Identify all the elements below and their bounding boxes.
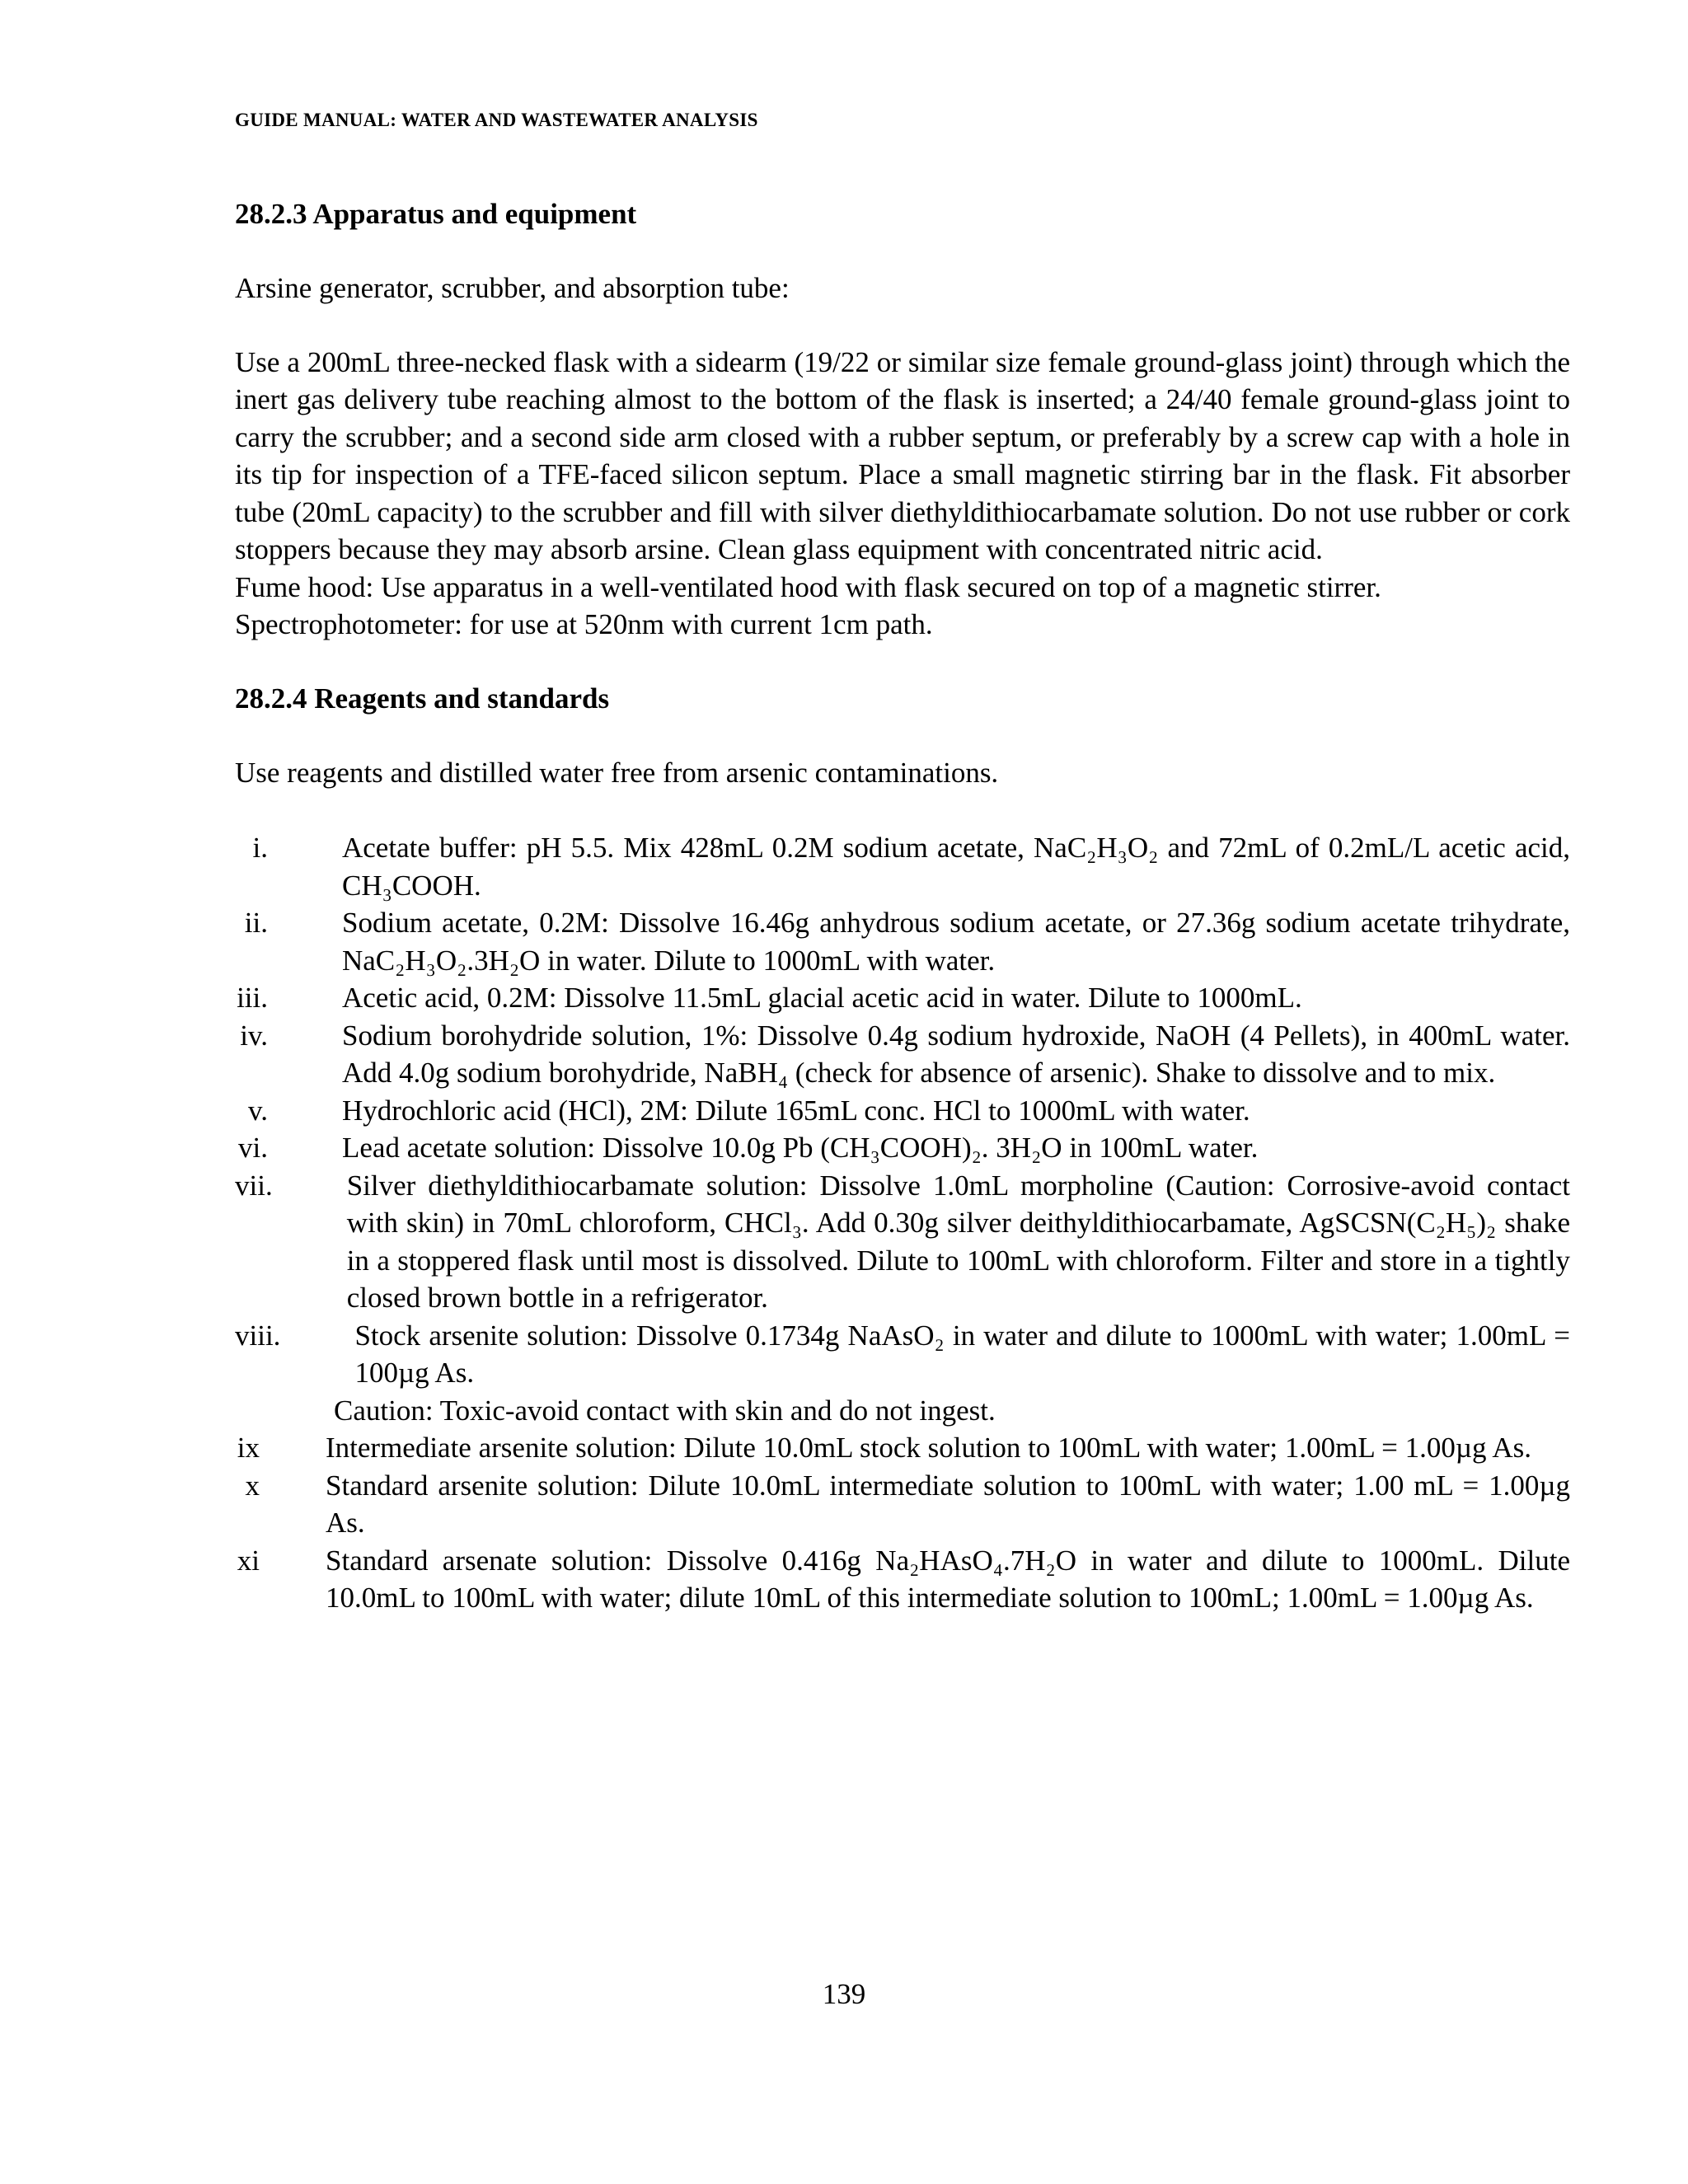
reagent-item (235, 1542, 1570, 1617)
reagent-text: Standard arsenate solution: Dissolve 0.416g Na₂HAsO₄.7H₂O in water and dilute to 1000mL. Dilute 10.0mL to 100mL with water; dilute 10mL of this intermediate solution to 100mL; 1.00mL = 1.00µg As. (326, 1544, 1570, 1614)
apparatus-body: Use a 200mL three-necked flask with a sidearm (19/22 or similar size female ground-glass joint) through which the inert gas delivery tube reaching almost to the bottom of the flask is inserted; a 24/40 female ground-glass joint to carry the scrubber; and a second side arm closed with a rubber septum, or preferably by a screw cap with a hole in its tip for inspection of a TFE-faced silicon septum. Place a small magnetic stirring bar in the flask. Fit absorber tube (20mL capacity) to the scrubber and fill with silver diethyldithiocarbamate solution. Do not use rubber or cork stoppers because they may absorb arsine. Clean glass equipment with concentrated nitric acid. (235, 345, 1570, 565)
reagent-item (235, 904, 1570, 979)
reagent-number: x (245, 1469, 260, 1502)
reagent-text: Sodium acetate, 0.2M: Dissolve 16.46g anhydrous sodium acetate, or 27.36g sodium acetate trihydrate, NaC₂H₃O₂.3H₂O in water. Dilute to 1000mL with water. (342, 907, 1570, 977)
section-heading-apparatus: 28.2.3 Apparatus and equipment (235, 198, 637, 230)
reagent-item (235, 1429, 1570, 1467)
reagent-text: Standard arsenite solution: Dilute 10.0mL intermediate solution to 100mL with water; 1.00 mL = 1.00µg As. (326, 1469, 1570, 1539)
caution-note: Caution: Toxic-avoid contact with skin and do not ingest. (334, 1394, 996, 1427)
reagent-number: iii. (237, 982, 268, 1014)
apparatus-intro: Arsine generator, scrubber, and absorption tube: (235, 272, 790, 304)
page-number: 139 (822, 1978, 866, 2010)
reagent-text: Acetic acid, 0.2M: Dissolve 11.5mL glacial acetic acid in water. Dilute to 1000mL. (342, 982, 1302, 1014)
reagents-intro: Use reagents and distilled water free from arsenic contaminations. (235, 756, 999, 789)
reagent-item (235, 1017, 1570, 1092)
reagent-item (235, 829, 1570, 904)
reagent-number: ii. (244, 907, 268, 939)
running-header: GUIDE MANUAL: WATER AND WASTEWATER ANALYSIS (235, 110, 758, 130)
reagent-item (235, 1467, 1570, 1542)
apparatus-spectrophotometer: Spectrophotometer: for use at 520nm with current 1cm path. (235, 608, 933, 640)
section-heading-reagents: 28.2.4 Reagents and standards (235, 682, 610, 715)
reagent-number: v. (248, 1094, 268, 1127)
reagent-text: Intermediate arsenite solution: Dilute 10.0mL stock solution to 100mL with water; 1.00mL = 1.00µg As. (326, 1432, 1532, 1464)
reagent-text: Silver diethyldithiocarbamate solution: Dissolve 1.0mL morpholine (Caution: Corrosive-avoid contact with skin) in 70mL chloroform, CHCl₃. Add 0.30g silver deithyldithiocarbamate, AgSCSN(C₂H₅)₂ shake in a stoppered flask until most is dissolved. Dilute to 100mL with chloroform. Filter and store in a tightly closed brown bottle in a refrigerator. (346, 1169, 1570, 1314)
reagent-text: Lead acetate solution: Dissolve 10.0g Pb (CH₃COOH)₂. 3H₂O in 100mL water. (342, 1132, 1259, 1164)
reagent-number: i. (252, 832, 268, 864)
reagent-number: iv. (240, 1019, 268, 1052)
reagent-number: vi. (238, 1132, 268, 1164)
reagent-text: Hydrochloric acid (HCl), 2M: Dilute 165mL conc. HCl to 1000mL with water. (342, 1094, 1250, 1127)
reagent-number: vii. (235, 1169, 273, 1202)
reagent-list (235, 829, 1570, 1617)
reagent-number: ix (237, 1432, 260, 1464)
reagent-number: viii. (235, 1319, 281, 1352)
reagent-item (235, 1167, 1570, 1317)
page-content (235, 195, 1570, 1617)
reagent-text: Sodium borohydride solution, 1%: Dissolve 0.4g sodium hydroxide, NaOH (4 Pellets), in 400mL water. Add 4.0g sodium borohydride, NaBH₄ (check for absence of arsenic). Shake to dissolve and to mix. (342, 1019, 1570, 1089)
apparatus-fume-hood: Fume hood: Use apparatus in a well-ventilated hood with flask secured on top of a magnetic stirrer. (235, 570, 1381, 603)
reagent-item (235, 1092, 1570, 1130)
reagent-number: xi (237, 1544, 260, 1577)
reagent-text: Acetate buffer: pH 5.5. Mix 428mL 0.2M sodium acetate, NaC₂H₃O₂ and 72mL of 0.2mL/L acetic acid, CH₃COOH. (342, 832, 1570, 902)
reagent-item (235, 979, 1570, 1017)
reagent-text: Stock arsenite solution: Dissolve 0.1734g NaAsO₂ in water and dilute to 1000mL with water; 1.00mL = 100µg As. (354, 1319, 1570, 1389)
reagent-item (235, 1129, 1570, 1167)
reagent-item (235, 1317, 1570, 1392)
